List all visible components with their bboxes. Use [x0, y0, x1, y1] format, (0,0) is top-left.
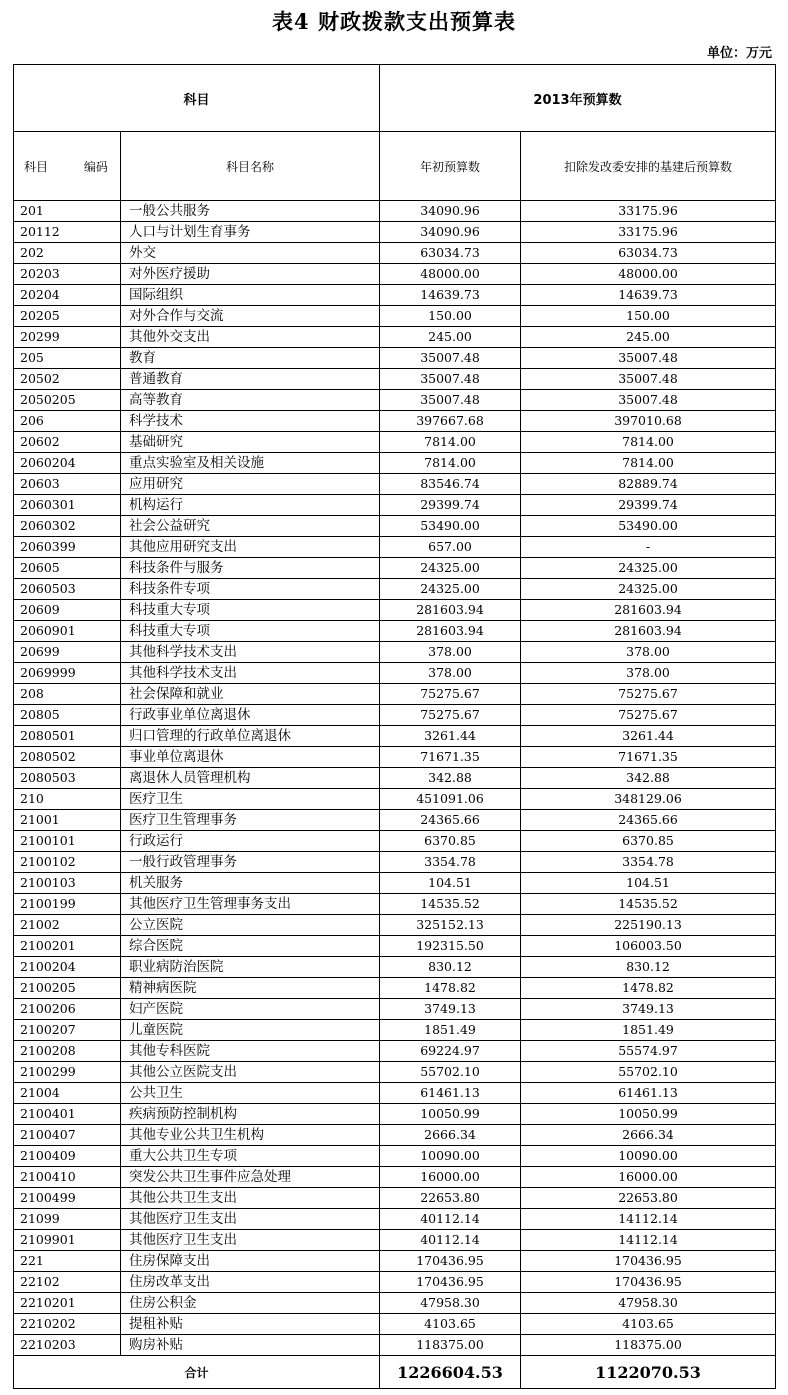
- row-name: 机构运行: [121, 495, 380, 516]
- table-row: [14, 600, 776, 621]
- row-adjusted: 47958.30: [521, 1293, 776, 1314]
- row-name: 行政运行: [121, 831, 380, 852]
- row-initial: 6370.85: [380, 831, 521, 852]
- row-initial: 22653.80: [380, 1188, 521, 1209]
- table-row: [14, 369, 776, 390]
- row-initial: 24325.00: [380, 579, 521, 600]
- row-initial: 342.88: [380, 768, 521, 789]
- row-initial: 170436.95: [380, 1272, 521, 1293]
- row-code: 221: [14, 1251, 121, 1272]
- row-code: 2100207: [14, 1020, 121, 1041]
- table-row: [14, 1335, 776, 1356]
- table-row: [14, 579, 776, 600]
- table-row: [14, 1041, 776, 1062]
- row-adjusted: 82889.74: [521, 474, 776, 495]
- table-row: [14, 348, 776, 369]
- row-code: 2100102: [14, 852, 121, 873]
- row-initial: 35007.48: [380, 348, 521, 369]
- row-name: 教育: [121, 348, 380, 369]
- row-name: 科技重大专项: [121, 621, 380, 642]
- row-name: 外交: [121, 243, 380, 264]
- row-code: 202: [14, 243, 121, 264]
- row-name: 住房保障支出: [121, 1251, 380, 1272]
- row-code: 20299: [14, 327, 121, 348]
- table-row: [14, 1230, 776, 1251]
- row-name: 国际组织: [121, 285, 380, 306]
- row-name: 医疗卫生: [121, 789, 380, 810]
- row-initial: 24325.00: [380, 558, 521, 579]
- row-code: 210: [14, 789, 121, 810]
- row-initial: 281603.94: [380, 621, 521, 642]
- row-code: 2100103: [14, 873, 121, 894]
- row-initial: 281603.94: [380, 600, 521, 621]
- table-row: [14, 642, 776, 663]
- page-title: 表4 财政拨款支出预算表: [272, 9, 516, 34]
- table-row: [14, 621, 776, 642]
- row-code: 2210202: [14, 1314, 121, 1335]
- row-code: 2060301: [14, 495, 121, 516]
- row-initial: 14535.52: [380, 894, 521, 915]
- table-row: [14, 516, 776, 537]
- table-row: [14, 243, 776, 264]
- row-code: 20609: [14, 600, 121, 621]
- row-adjusted: 1851.49: [521, 1020, 776, 1041]
- row-adjusted: 281603.94: [521, 621, 776, 642]
- row-adjusted: 3354.78: [521, 852, 776, 873]
- row-adjusted: 14112.14: [521, 1209, 776, 1230]
- table-row: [14, 558, 776, 579]
- row-initial: 34090.96: [380, 222, 521, 243]
- row-name: 住房公积金: [121, 1293, 380, 1314]
- table-row: [14, 663, 776, 684]
- row-name: 一般行政管理事务: [121, 852, 380, 873]
- table-row: [14, 957, 776, 978]
- row-code: 21001: [14, 810, 121, 831]
- row-code: 20204: [14, 285, 121, 306]
- row-adjusted: 63034.73: [521, 243, 776, 264]
- row-code: 208: [14, 684, 121, 705]
- row-code: 2060399: [14, 537, 121, 558]
- code-column-header: [14, 132, 121, 201]
- table-row: [14, 411, 776, 432]
- table-row: [14, 222, 776, 243]
- row-name: 科技条件专项: [121, 579, 380, 600]
- row-name: 儿童医院: [121, 1020, 380, 1041]
- row-initial: 325152.13: [380, 915, 521, 936]
- row-name: 购房补贴: [121, 1335, 380, 1356]
- table-row: [14, 453, 776, 474]
- row-name: 其他公共卫生支出: [121, 1188, 380, 1209]
- table-row: [14, 915, 776, 936]
- row-adjusted: 7814.00: [521, 453, 776, 474]
- row-adjusted: 48000.00: [521, 264, 776, 285]
- row-code: 2100208: [14, 1041, 121, 1062]
- table-row: [14, 684, 776, 705]
- unit-label: 单位：万元: [706, 46, 772, 61]
- row-adjusted: 33175.96: [521, 201, 776, 222]
- row-code: 20603: [14, 474, 121, 495]
- table-row: [14, 306, 776, 327]
- table-row: [14, 831, 776, 852]
- row-name: 归口管理的行政单位离退休: [121, 726, 380, 747]
- row-initial: 40112.14: [380, 1209, 521, 1230]
- row-initial: 10050.99: [380, 1104, 521, 1125]
- table-row: [14, 1104, 776, 1125]
- row-code: 2100205: [14, 978, 121, 999]
- row-code: 2100101: [14, 831, 121, 852]
- row-initial: 104.51: [380, 873, 521, 894]
- row-name: 提租补贴: [121, 1314, 380, 1335]
- table-row: [14, 894, 776, 915]
- row-code: 2100299: [14, 1062, 121, 1083]
- row-adjusted: 24325.00: [521, 579, 776, 600]
- table-row: [14, 264, 776, 285]
- row-code: 2080502: [14, 747, 121, 768]
- row-adjusted: 348129.06: [521, 789, 776, 810]
- table-row: [14, 1146, 776, 1167]
- row-adjusted: 22653.80: [521, 1188, 776, 1209]
- row-name: 综合医院: [121, 936, 380, 957]
- row-code: 2060503: [14, 579, 121, 600]
- row-adjusted: 6370.85: [521, 831, 776, 852]
- table-row: [14, 285, 776, 306]
- row-name: 其他医疗卫生管理事务支出: [121, 894, 380, 915]
- row-code: 205: [14, 348, 121, 369]
- row-initial: 3261.44: [380, 726, 521, 747]
- row-adjusted: 225190.13: [521, 915, 776, 936]
- row-name: 公共卫生: [121, 1083, 380, 1104]
- row-initial: 397667.68: [380, 411, 521, 432]
- row-adjusted: 170436.95: [521, 1272, 776, 1293]
- table-body: [14, 201, 776, 1356]
- row-initial: 192315.50: [380, 936, 521, 957]
- row-adjusted: 170436.95: [521, 1251, 776, 1272]
- row-name: 对外医疗援助: [121, 264, 380, 285]
- row-name: 其他医疗卫生支出: [121, 1209, 380, 1230]
- table-row: [14, 873, 776, 894]
- row-name: 基础研究: [121, 432, 380, 453]
- row-adjusted: 55574.97: [521, 1041, 776, 1062]
- row-adjusted: 104.51: [521, 873, 776, 894]
- row-code: 2100499: [14, 1188, 121, 1209]
- table-row: [14, 495, 776, 516]
- subject-header: 科目: [14, 65, 380, 132]
- row-adjusted: 10050.99: [521, 1104, 776, 1125]
- row-name: 医疗卫生管理事务: [121, 810, 380, 831]
- table-row: [14, 999, 776, 1020]
- table-row: [14, 474, 776, 495]
- total-adjusted: 1122070.53: [521, 1356, 776, 1389]
- row-initial: 4103.65: [380, 1314, 521, 1335]
- row-code: 2100201: [14, 936, 121, 957]
- row-initial: 378.00: [380, 642, 521, 663]
- row-name: 精神病医院: [121, 978, 380, 999]
- row-initial: 657.00: [380, 537, 521, 558]
- row-initial: 14639.73: [380, 285, 521, 306]
- row-code: 2080501: [14, 726, 121, 747]
- row-initial: 29399.74: [380, 495, 521, 516]
- row-code: 2100407: [14, 1125, 121, 1146]
- row-code: 2210201: [14, 1293, 121, 1314]
- total-initial: 1226604.53: [380, 1356, 521, 1389]
- table-row: [14, 1083, 776, 1104]
- total-label: 合计: [14, 1356, 380, 1389]
- row-code: 201: [14, 201, 121, 222]
- row-code: 2210203: [14, 1335, 121, 1356]
- row-code: 20502: [14, 369, 121, 390]
- row-name: 其他专科医院: [121, 1041, 380, 1062]
- row-name: 突发公共卫生事件应急处理: [121, 1167, 380, 1188]
- row-code: 21099: [14, 1209, 121, 1230]
- row-adjusted: 53490.00: [521, 516, 776, 537]
- row-initial: 53490.00: [380, 516, 521, 537]
- table-row: [14, 390, 776, 411]
- row-adjusted: 118375.00: [521, 1335, 776, 1356]
- row-adjusted: 150.00: [521, 306, 776, 327]
- row-adjusted: 35007.48: [521, 369, 776, 390]
- row-initial: 1478.82: [380, 978, 521, 999]
- row-initial: 75275.67: [380, 705, 521, 726]
- table-row: [14, 1251, 776, 1272]
- row-name: 事业单位离退休: [121, 747, 380, 768]
- row-adjusted: 3261.44: [521, 726, 776, 747]
- row-code: 21002: [14, 915, 121, 936]
- row-adjusted: 342.88: [521, 768, 776, 789]
- row-name: 科技条件与服务: [121, 558, 380, 579]
- table-row: [14, 1125, 776, 1146]
- row-code: 21004: [14, 1083, 121, 1104]
- row-code: 20112: [14, 222, 121, 243]
- row-initial: 61461.13: [380, 1083, 521, 1104]
- row-initial: 378.00: [380, 663, 521, 684]
- row-code: 2060901: [14, 621, 121, 642]
- name-column-header: 科目名称: [121, 132, 380, 201]
- row-code: 2100410: [14, 1167, 121, 1188]
- row-initial: 69224.97: [380, 1041, 521, 1062]
- row-name: 行政事业单位离退休: [121, 705, 380, 726]
- table-row: [14, 810, 776, 831]
- row-code: 2080503: [14, 768, 121, 789]
- code-header-code: 编码: [83, 159, 108, 174]
- row-adjusted: 1478.82: [521, 978, 776, 999]
- row-initial: 451091.06: [380, 789, 521, 810]
- row-name: 人口与计划生育事务: [121, 222, 380, 243]
- row-name: 其他应用研究支出: [121, 537, 380, 558]
- row-adjusted: 55702.10: [521, 1062, 776, 1083]
- row-name: 其他外交支出: [121, 327, 380, 348]
- table-row: [14, 705, 776, 726]
- row-code: 22102: [14, 1272, 121, 1293]
- adjusted-column-header: 扣除发改委安排的基建后预算数: [521, 132, 776, 201]
- row-initial: 2666.34: [380, 1125, 521, 1146]
- row-name: 重点实验室及相关设施: [121, 453, 380, 474]
- row-adjusted: 29399.74: [521, 495, 776, 516]
- row-name: 科学技术: [121, 411, 380, 432]
- row-adjusted: 14112.14: [521, 1230, 776, 1251]
- row-name: 离退休人员管理机构: [121, 768, 380, 789]
- row-initial: 47958.30: [380, 1293, 521, 1314]
- row-name: 其他医疗卫生支出: [121, 1230, 380, 1251]
- row-code: 2100206: [14, 999, 121, 1020]
- table-row: [14, 537, 776, 558]
- row-adjusted: 2666.34: [521, 1125, 776, 1146]
- row-adjusted: 75275.67: [521, 705, 776, 726]
- row-initial: 83546.74: [380, 474, 521, 495]
- row-code: 20699: [14, 642, 121, 663]
- row-name: 高等教育: [121, 390, 380, 411]
- row-initial: 55702.10: [380, 1062, 521, 1083]
- row-adjusted: 4103.65: [521, 1314, 776, 1335]
- table-row: [14, 1062, 776, 1083]
- row-adjusted: 7814.00: [521, 432, 776, 453]
- row-name: 住房改革支出: [121, 1272, 380, 1293]
- row-adjusted: 35007.48: [521, 390, 776, 411]
- row-adjusted: 24365.66: [521, 810, 776, 831]
- row-initial: 48000.00: [380, 264, 521, 285]
- row-initial: 150.00: [380, 306, 521, 327]
- table-row: [14, 768, 776, 789]
- row-adjusted: 75275.67: [521, 684, 776, 705]
- row-code: 20605: [14, 558, 121, 579]
- row-adjusted: 378.00: [521, 663, 776, 684]
- row-name: 应用研究: [121, 474, 380, 495]
- row-initial: 75275.67: [380, 684, 521, 705]
- table-row: [14, 978, 776, 999]
- table-row: [14, 432, 776, 453]
- row-name: 妇产医院: [121, 999, 380, 1020]
- table-row: [14, 1167, 776, 1188]
- row-initial: 118375.00: [380, 1335, 521, 1356]
- row-initial: 63034.73: [380, 243, 521, 264]
- row-initial: 7814.00: [380, 453, 521, 474]
- row-initial: 245.00: [380, 327, 521, 348]
- row-code: 2100199: [14, 894, 121, 915]
- table-row: [14, 726, 776, 747]
- budget-group-header: 2013年预算数: [380, 65, 776, 132]
- row-initial: 7814.00: [380, 432, 521, 453]
- row-code: 2060204: [14, 453, 121, 474]
- row-adjusted: 378.00: [521, 642, 776, 663]
- row-initial: 35007.48: [380, 369, 521, 390]
- row-initial: 10090.00: [380, 1146, 521, 1167]
- initial-column-header: 年初预算数: [380, 132, 521, 201]
- row-name: 科技重大专项: [121, 600, 380, 621]
- row-adjusted: 71671.35: [521, 747, 776, 768]
- row-initial: 3354.78: [380, 852, 521, 873]
- row-initial: 3749.13: [380, 999, 521, 1020]
- row-name: 其他科学技术支出: [121, 663, 380, 684]
- row-name: 重大公共卫生专项: [121, 1146, 380, 1167]
- row-name: 公立医院: [121, 915, 380, 936]
- row-adjusted: 106003.50: [521, 936, 776, 957]
- row-code: 20203: [14, 264, 121, 285]
- row-adjusted: 61461.13: [521, 1083, 776, 1104]
- code-header-subject: 科目: [24, 159, 49, 174]
- row-initial: 830.12: [380, 957, 521, 978]
- table-row: [14, 852, 776, 873]
- row-code: 2109901: [14, 1230, 121, 1251]
- table-row: [14, 1209, 776, 1230]
- row-adjusted: 830.12: [521, 957, 776, 978]
- row-name: 疾病预防控制机构: [121, 1104, 380, 1125]
- row-adjusted: 245.00: [521, 327, 776, 348]
- row-code: 20602: [14, 432, 121, 453]
- row-code: 2069999: [14, 663, 121, 684]
- row-code: 2060302: [14, 516, 121, 537]
- row-name: 机关服务: [121, 873, 380, 894]
- row-adjusted: -: [521, 537, 776, 558]
- row-adjusted: 397010.68: [521, 411, 776, 432]
- table-row: [14, 327, 776, 348]
- table-row: [14, 201, 776, 222]
- table-row: [14, 789, 776, 810]
- row-name: 社会公益研究: [121, 516, 380, 537]
- row-name: 其他专业公共卫生机构: [121, 1125, 380, 1146]
- total-row: [14, 1356, 776, 1389]
- row-adjusted: 3749.13: [521, 999, 776, 1020]
- row-adjusted: 14639.73: [521, 285, 776, 306]
- row-initial: 170436.95: [380, 1251, 521, 1272]
- row-name: 其他公立医院支出: [121, 1062, 380, 1083]
- row-initial: 71671.35: [380, 747, 521, 768]
- row-initial: 40112.14: [380, 1230, 521, 1251]
- table-row: [14, 747, 776, 768]
- row-code: 2100409: [14, 1146, 121, 1167]
- row-adjusted: 33175.96: [521, 222, 776, 243]
- table-row: [14, 1020, 776, 1041]
- row-initial: 35007.48: [380, 390, 521, 411]
- row-name: 普通教育: [121, 369, 380, 390]
- row-name: 社会保障和就业: [121, 684, 380, 705]
- table-row: [14, 1293, 776, 1314]
- row-adjusted: 35007.48: [521, 348, 776, 369]
- row-code: 206: [14, 411, 121, 432]
- table-row: [14, 1272, 776, 1293]
- row-initial: 16000.00: [380, 1167, 521, 1188]
- row-initial: 24365.66: [380, 810, 521, 831]
- row-adjusted: 14535.52: [521, 894, 776, 915]
- budget-table: [13, 64, 776, 1389]
- row-code: 2100204: [14, 957, 121, 978]
- row-name: 对外合作与交流: [121, 306, 380, 327]
- row-adjusted: 16000.00: [521, 1167, 776, 1188]
- table-row: [14, 936, 776, 957]
- row-initial: 34090.96: [380, 201, 521, 222]
- row-initial: 1851.49: [380, 1020, 521, 1041]
- row-code: 20205: [14, 306, 121, 327]
- row-adjusted: 24325.00: [521, 558, 776, 579]
- row-name: 职业病防治医院: [121, 957, 380, 978]
- table-row: [14, 1314, 776, 1335]
- row-code: 20805: [14, 705, 121, 726]
- row-name: 一般公共服务: [121, 201, 380, 222]
- row-code: 2050205: [14, 390, 121, 411]
- row-name: 其他科学技术支出: [121, 642, 380, 663]
- row-adjusted: 10090.00: [521, 1146, 776, 1167]
- row-code: 2100401: [14, 1104, 121, 1125]
- row-adjusted: 281603.94: [521, 600, 776, 621]
- table-row: [14, 1188, 776, 1209]
